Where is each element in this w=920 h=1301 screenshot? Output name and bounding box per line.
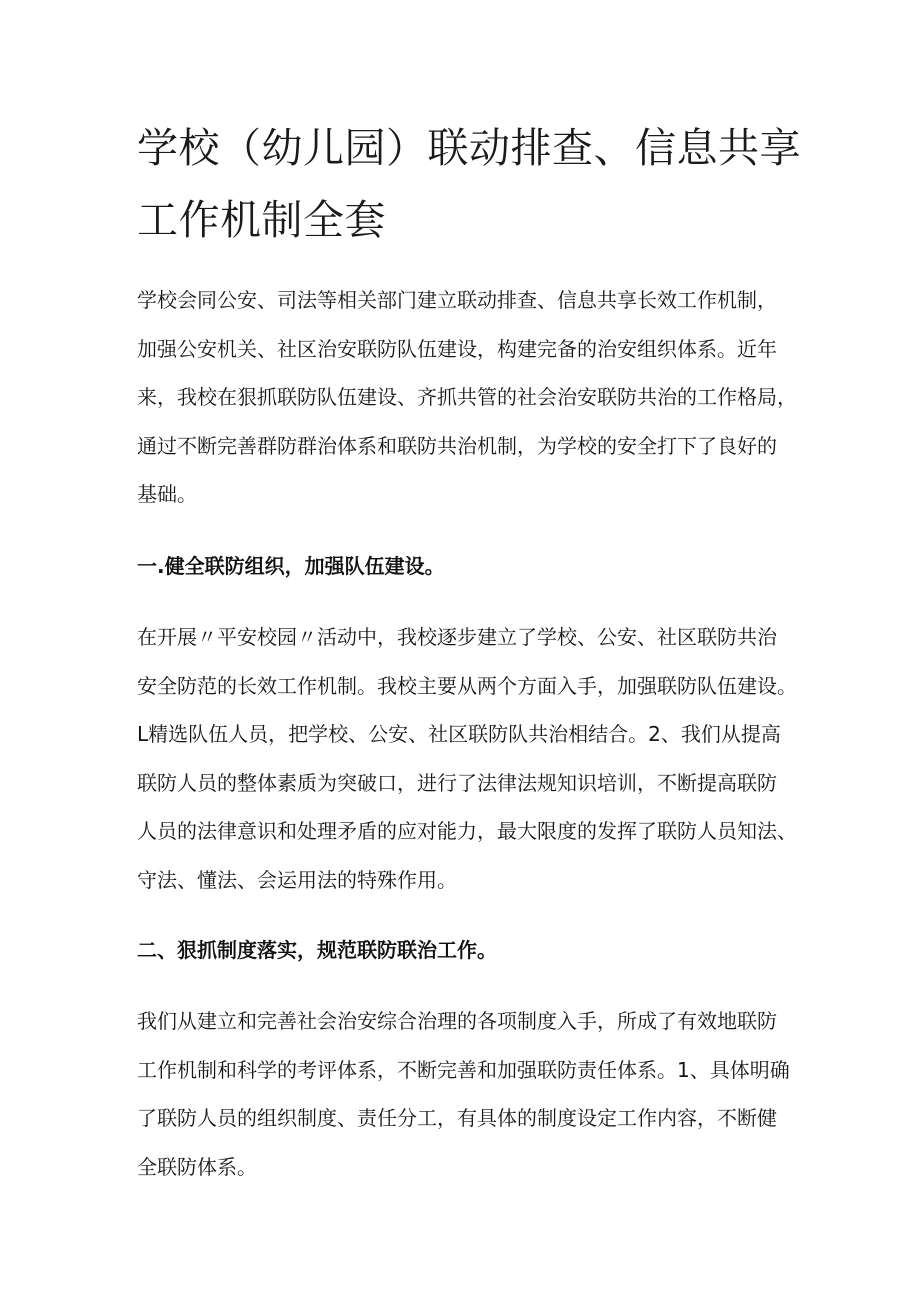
document-title [137,112,817,256]
section-2-heading: 二、狠抓制度落实，规范联防联治工作。 [137,938,497,962]
intro-line-2: 加强公安机关、社区治安联防队伍建设，构建完备的治安组织体系。近年 [137,336,777,361]
intro-line-5: 基础。 [137,482,197,506]
section-2-line-1: 我们从建立和完善社会治安综合治理的各项制度入手，所成了有效地联防 [137,1009,777,1033]
intro-line-4: 通过不断完善群防群治体系和联防共治机制，为学校的安全打下了良好的 [137,433,777,458]
section-1-line-4: 联防人员的整体素质为突破口，进行了法律法规知识培训，不断提高联防 [137,770,777,795]
intro-paragraph [137,276,797,519]
section-1-line-6: 守法、懂法、会运用法的特殊作用。 [137,867,457,892]
section-1-paragraph [137,613,797,904]
section-1-line-2: 安全防范的长效工作机制。我校主要从两个方面入手，加强联防队伍建设。 [137,673,797,698]
section-2-line-3: 了联防人员的组织制度、责任分工，有具体的制度设定工作内容，不断健 [137,1106,777,1130]
section-2-line-2: 工作机制和科学的考评体系，不断完善和加强联防责任体系。1、具体明确 [137,1057,790,1082]
section-1-heading: 一.健全联防组织，加强队伍建设。 [137,554,445,578]
section-2-line-4: 全联防体系。 [137,1154,257,1179]
title-line-1: 学校（幼儿园）联动排查、信息共享 [137,124,801,172]
intro-line-1: 学校会同公安、司法等相关部门建立联动排查、信息共享长效工作机制， [137,288,777,312]
intro-line-3: 来，我校在狠抓联防队伍建设、齐抓共管的社会治安联防共治的工作格局， [137,385,797,409]
section-2-paragraph [137,997,797,1191]
title-line-2: 工作机制全套 [137,196,386,244]
section-1-line-3: L精选队伍人员，把学校、公安、社区联防队共治相结合。2、我们从提高 [137,722,781,746]
section-1-line-1: 在开展〃平安校园〃活动中，我校逐步建立了学校、公安、社区联防共治 [137,625,777,649]
section-1-line-5: 人员的法律意识和处理矛盾的应对能力，最大限度的发挥了联防人员知法、 [137,819,797,843]
